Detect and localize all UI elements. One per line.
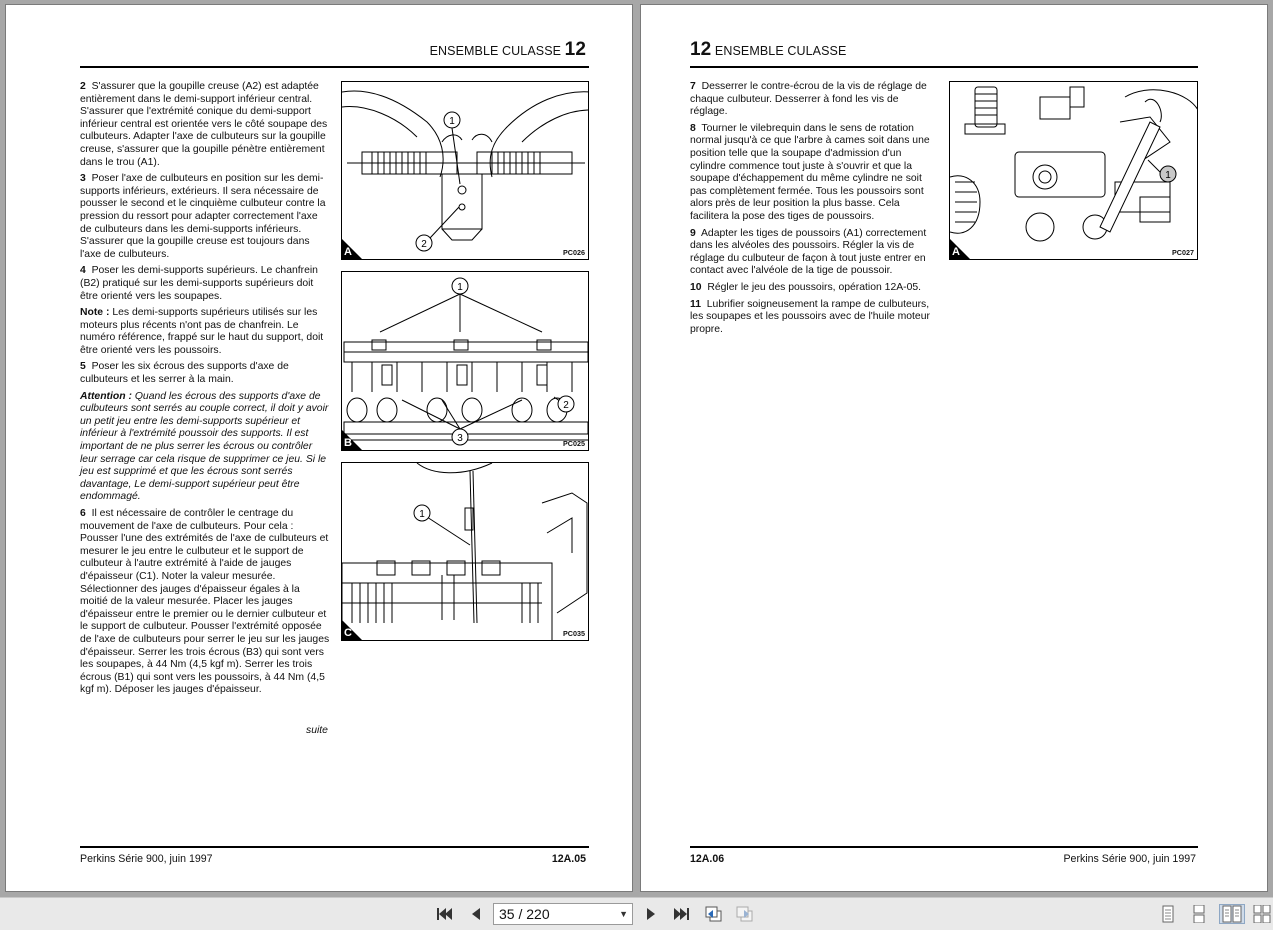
callout-3: 3 bbox=[457, 433, 463, 444]
figure-b-rocker-assembly bbox=[341, 271, 589, 451]
callout-2: 2 bbox=[421, 239, 427, 250]
step-4 bbox=[80, 265, 330, 303]
attention-text: Quand les écrous des supports d'axe de culbuteurs sont serrés au couple correct, il doit y avoir un petit jeu entre les demi-supports supérieur et inférieur à l'extrémité poussoir des supports. Il est important de ne plus serrer les écrous ou contrôler leur serrage car cela risque de supprimer ce jeu. Si le jeu est supprimé et que les écrous sont serrés davantage, Le demi-support supérieur peut être endommagé. bbox=[80, 390, 329, 503]
callout-1: 1 bbox=[457, 282, 463, 293]
figure-a-drawing bbox=[342, 82, 589, 260]
step-9 bbox=[690, 228, 937, 278]
previous-page-icon bbox=[468, 906, 482, 922]
step-10 bbox=[690, 282, 937, 295]
step-6 bbox=[80, 508, 330, 533]
footer-publication: Perkins Série 900, juin 1997 bbox=[80, 853, 213, 865]
footer-rule bbox=[690, 846, 1198, 848]
previous-page-button[interactable] bbox=[464, 904, 486, 924]
figure-letter: A bbox=[344, 246, 352, 258]
footer-page-code: 12A.06 bbox=[690, 853, 725, 865]
header-title: ENSEMBLE CULASSE bbox=[429, 44, 562, 58]
step-8 bbox=[690, 123, 937, 224]
next-view-button[interactable] bbox=[734, 904, 756, 924]
next-page-icon bbox=[644, 906, 658, 922]
two-page-continuous-icon bbox=[1253, 905, 1271, 923]
continued-label: suite bbox=[306, 725, 328, 736]
first-page-icon bbox=[435, 906, 453, 922]
first-page-button[interactable] bbox=[433, 904, 455, 924]
figure-code: PC035 bbox=[563, 629, 585, 638]
header-rule bbox=[690, 66, 1198, 68]
step-text: Il est nécessaire de contrôler le centrage du mouvement de l'axe de culbuteurs. Pour cela : bbox=[80, 508, 294, 532]
step-number: 11 bbox=[690, 298, 701, 310]
previous-view-button[interactable] bbox=[703, 904, 725, 924]
step-number: 3 bbox=[80, 173, 86, 185]
footer-publication: Perkins Série 900, juin 1997 bbox=[1063, 853, 1196, 865]
step-number: 9 bbox=[690, 227, 696, 239]
footer-rule bbox=[80, 846, 589, 848]
single-page-icon bbox=[1161, 905, 1175, 923]
figure-letter: A bbox=[952, 246, 960, 258]
attention-label: Attention : bbox=[80, 390, 132, 402]
step-6-body: Pousser l'une des extrémités de l'axe de culbuteurs et mesurer le jeu entre le culbuteur et le support de culbuteur à l'autre extrémité à l'aide de jauges d'épaisseur (C1). Noter la valeur mesurée. Sélectionner des jauges d'épaisseur égales à la moitié de la valeur mesurée. Placer les jauges d'épaisseur entre le premier ou le dernier culbuteur et le support de culbuteur. Pousser l'extrémité opposée de l'axe de culbuteurs pour serrer le jeu sur les jauges d'épaisseur. Serrer les trois écrous (B3) qui sont vers les soupapes, à 44 Nm (4,5 kgf m). Serrer les trois écrous (B1) qui sont vers les poussoirs, à 44 Nm (4,5 kgf m). Déposer les jauges d'épaisseur. bbox=[80, 533, 330, 696]
step-text: Adapter les tiges de poussoirs (A1) correctement dans les alvéoles des poussoirs. Régler la vis de réglage du culbuteur de façon à tout juste entrer en contact avec l'alvéole de la tige de poussoir. bbox=[690, 227, 927, 277]
step-number: 7 bbox=[690, 81, 696, 92]
note bbox=[80, 307, 330, 357]
note-label: Note : bbox=[80, 307, 110, 319]
page-12a05 bbox=[5, 4, 633, 892]
page-number-value: 35 / 220 bbox=[499, 906, 550, 922]
step-text: Poser les demi-supports supérieurs. Le chanfrein (B2) pratiqué sur les demi-supports supérieurs doit être orienté vers les soupapes. bbox=[80, 265, 318, 302]
last-page-icon bbox=[673, 906, 691, 922]
note-text: Les demi-supports supérieurs utilisés sur les moteurs plus récents n'ont pas de chanfrein. Le numéro référence, frappé sur le haut du support, doit être orienté vers les poussoirs. bbox=[80, 307, 324, 356]
continuous-icon bbox=[1192, 905, 1206, 923]
step-text: Tourner le vilebrequin dans le sens de rotation normal jusqu'à ce que l'arbre à cames soit dans une position telle que la soupape d'admission d'un cylindre commence tout juste à s'ouvrir et que la soupape d'échappement du même cylindre ne soit pas complètement fermée. Tous les poussoirs sont alors près de leur position la plus basse. Cela facilitera la pose des tiges de poussoirs. bbox=[690, 122, 930, 222]
figure-a-rocker-shaft bbox=[341, 81, 589, 260]
figure-c-drawing bbox=[342, 463, 589, 641]
step-number: 2 bbox=[80, 81, 86, 92]
step-text: Desserrer le contre-écrou de la vis de réglage de chaque culbuteur. Desserrer à fond les vis de réglage. bbox=[690, 81, 927, 118]
next-view-icon bbox=[735, 905, 755, 923]
page-navigation-toolbar bbox=[0, 897, 1273, 930]
single-page-view-button[interactable] bbox=[1157, 904, 1179, 924]
attention bbox=[80, 391, 330, 504]
figure-letter: C bbox=[344, 627, 352, 639]
header-number: 12 bbox=[564, 39, 586, 60]
step-number: 4 bbox=[80, 265, 86, 277]
figure-code: PC027 bbox=[1172, 248, 1194, 257]
figure-b-drawing bbox=[342, 272, 589, 451]
page-number-select[interactable] bbox=[493, 903, 633, 925]
step-text: Régler le jeu des poussoirs, opération 12A-05. bbox=[707, 281, 922, 293]
footer-page-code: 12A.05 bbox=[551, 853, 586, 865]
last-page-button[interactable] bbox=[671, 904, 693, 924]
next-page-button[interactable] bbox=[640, 904, 662, 924]
step-11 bbox=[690, 299, 937, 337]
step-text: Poser l'axe de culbuteurs en position sur les demi-supports inférieurs, extérieurs. Il sera nécessaire de pousser le second et le cinquième culbuteur contre la pression du ressort pour adapter correctement l'axe de culbuteurs dans les demi-supports inférieurs. S'assurer que la goupille creuse est toujours dans l'axe de culbuteurs. bbox=[80, 173, 326, 260]
step-3 bbox=[80, 173, 330, 261]
step-text: Poser les six écrous des supports d'axe de culbuteurs et les serrer à la main. bbox=[80, 361, 289, 386]
figure-letter: B bbox=[344, 437, 352, 449]
step-7 bbox=[690, 81, 937, 119]
step-number: 6 bbox=[80, 508, 86, 519]
header-rule bbox=[80, 66, 589, 68]
figure-c-feeler-gauge bbox=[341, 462, 589, 641]
step-number: 5 bbox=[80, 361, 86, 373]
step-5 bbox=[80, 361, 330, 386]
two-page-view-button[interactable] bbox=[1219, 904, 1245, 924]
callout-1: 1 bbox=[1165, 170, 1171, 181]
callout-1: 1 bbox=[449, 116, 455, 127]
chevron-down-icon: ▼ bbox=[619, 909, 628, 919]
step-2 bbox=[80, 81, 330, 169]
callout-1: 1 bbox=[419, 509, 425, 520]
figure-a-drawing bbox=[950, 82, 1198, 260]
callout-2: 2 bbox=[563, 400, 569, 411]
header-title: ENSEMBLE CULASSE bbox=[714, 44, 847, 58]
text-column bbox=[690, 81, 937, 340]
page-header bbox=[430, 39, 586, 61]
step-number: 10 bbox=[690, 281, 702, 293]
step-text: Lubrifier soigneusement la rampe de culbuteurs, les soupapes et les poussoirs avec de l'huile moteur propre. bbox=[690, 298, 930, 335]
page-12a06 bbox=[640, 4, 1268, 892]
step-text: S'assurer que la goupille creuse (A2) est adaptée entièrement dans le demi-support inférieur central. S'assurer que l'extrémité conique du demi-support inférieur central est orientée vers le côté soupape des culbuteurs. Adapter l'axe de culbuteurs sur la goupille creuse, s'assurer que la goupille pénètre entièrement dans le trou (A1). bbox=[80, 81, 328, 168]
previous-view-icon bbox=[704, 905, 724, 923]
figure-a-pushrods bbox=[949, 81, 1198, 260]
header-number: 12 bbox=[690, 39, 712, 60]
figure-code: PC025 bbox=[563, 439, 585, 448]
figure-code: PC026 bbox=[563, 248, 585, 257]
two-page-continuous-view-button[interactable] bbox=[1252, 904, 1272, 924]
continuous-view-button[interactable] bbox=[1188, 904, 1210, 924]
text-column bbox=[80, 81, 330, 701]
page-header bbox=[690, 39, 846, 61]
step-number: 8 bbox=[690, 122, 696, 134]
two-page-icon bbox=[1222, 905, 1242, 923]
